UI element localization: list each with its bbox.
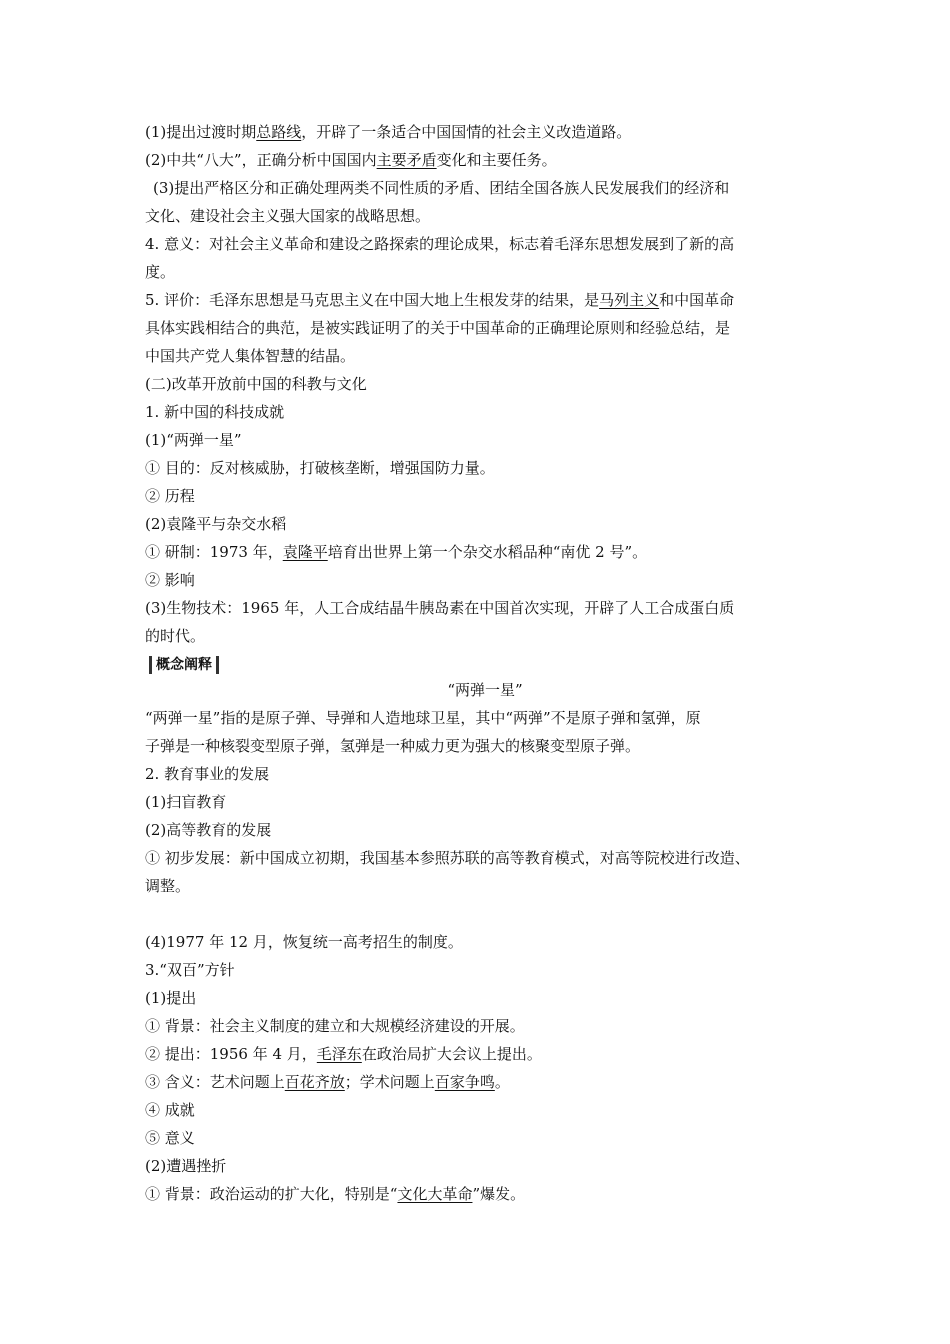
underlined-term: 百花齐放	[284, 1073, 345, 1091]
underlined-term: 文化大革命	[397, 1185, 473, 1203]
section-c	[145, 928, 825, 1208]
text-segment: ，开辟了一条适合中国国情的社会主义改造道路。	[301, 123, 632, 141]
concept-body-line: 子弹是一种核裂变型原子弹，氢弹是一种威力更为强大的核聚变型原子弹。	[145, 737, 641, 755]
text-segment: 培育出世界上第一个杂交水稻品种“南优 2 号”。	[327, 543, 648, 561]
text-segment: ① 研制：1973 年，	[145, 543, 283, 561]
text-line: (2)袁隆平与杂交水稻	[145, 515, 287, 533]
text-segment: ① 背景：政治运动的扩大化，特别是“	[145, 1185, 398, 1203]
text-segment: 在政治局扩大会议上提出。	[361, 1045, 542, 1063]
text-line: ② 影响	[145, 571, 195, 589]
label-bar-left	[149, 656, 152, 674]
text-line: ① 目的：反对核威胁，打破核垄断，增强国防力量。	[145, 459, 495, 477]
underlined-term: 主要矛盾	[376, 151, 437, 169]
text-line: (1)扫盲教育	[145, 793, 227, 811]
text-line: 中国共产党人集体智慧的结晶。	[145, 347, 356, 365]
text-line: 的时代。	[145, 627, 206, 645]
text-line	[145, 1040, 825, 1068]
text-segment: 和中国革命	[659, 291, 735, 309]
text-line: 调整。	[145, 877, 191, 895]
text-line: (2)高等教育的发展	[145, 821, 272, 839]
underlined-term: 毛泽东	[316, 1045, 362, 1063]
concept-label: 概念阐释	[156, 657, 212, 673]
text-line: 3.“双百”方针	[145, 961, 235, 979]
text-segment: ② 提出：1956 年 4 月，	[145, 1045, 317, 1063]
text-line	[145, 1068, 825, 1096]
concept-title: “两弹一星”	[447, 681, 523, 699]
text-segment: (1)提出过渡时期	[145, 123, 257, 141]
blank-gap	[145, 900, 825, 928]
text-segment: 。	[494, 1073, 510, 1091]
text-line	[145, 146, 825, 174]
text-line: (3)生物技术：1965 年，人工合成结晶牛胰岛素在中国首次实现，开辟了人工合成蛋白质	[145, 599, 735, 617]
document-page	[145, 118, 825, 1208]
text-line: 度。	[145, 263, 176, 281]
underlined-term: 袁隆平	[282, 543, 328, 561]
text-segment: 5. 评价：毛泽东思想是马克思主义在中国大地上生根发芽的结果，是	[145, 291, 600, 309]
text-line: 文化、建设社会主义强大国家的战略思想。	[145, 207, 431, 225]
concept-body-line: “两弹一星”指的是原子弹、导弹和人造地球卫星，其中“两弹”不是原子弹和氢弹，原	[145, 709, 701, 727]
text-segment: ③ 含义：艺术问题上	[145, 1073, 285, 1091]
section-b	[145, 760, 825, 900]
text-line: ① 初步发展：新中国成立初期，我国基本参照苏联的高等教育模式，对高等院校进行改造、	[145, 849, 750, 867]
underlined-term: 百家争鸣	[434, 1073, 495, 1091]
text-line	[145, 118, 825, 146]
underlined-term: 马列主义	[599, 291, 660, 309]
concept-label-box	[145, 654, 825, 676]
text-line	[145, 1180, 825, 1208]
text-line: ④ 成就	[145, 1101, 195, 1119]
underlined-term: 总路线	[256, 123, 302, 141]
text-line: (1)提出	[145, 989, 197, 1007]
text-segment: ”爆发。	[472, 1185, 526, 1203]
text-segment: (2)中共“八大”，正确分析中国国内	[145, 151, 377, 169]
section-heading: (二)改革开放前中国的科教与文化	[145, 375, 367, 393]
text-line: 1. 新中国的科技成就	[145, 403, 285, 421]
text-line: ⑤ 意义	[145, 1129, 195, 1147]
text-line: ② 历程	[145, 487, 195, 505]
label-bar-right	[216, 656, 219, 674]
text-segment: 变化和主要任务。	[436, 151, 557, 169]
text-line: (2)遭遇挫折	[145, 1157, 227, 1175]
text-line: (4)1977 年 12 月，恢复统一高考招生的制度。	[145, 933, 463, 951]
section-a	[145, 118, 825, 650]
text-line	[145, 286, 825, 314]
text-line: 4. 意义：对社会主义革命和建设之路探索的理论成果，标志着毛泽东思想发展到了新的高	[145, 235, 735, 253]
text-segment: ；学术问题上	[344, 1073, 435, 1091]
text-line: ① 背景：社会主义制度的建立和大规模经济建设的开展。	[145, 1017, 525, 1035]
text-line: 具体实践相结合的典范，是被实践证明了的关于中国革命的正确理论原则和经验总结，是	[145, 319, 731, 337]
text-line: 2. 教育事业的发展	[145, 765, 270, 783]
text-line: (1)“两弹一星”	[145, 431, 242, 449]
text-line: (3)提出严格区分和正确处理两类不同性质的矛盾、团结全国各族人民发展我们的经济和	[153, 179, 730, 197]
text-line	[145, 538, 825, 566]
